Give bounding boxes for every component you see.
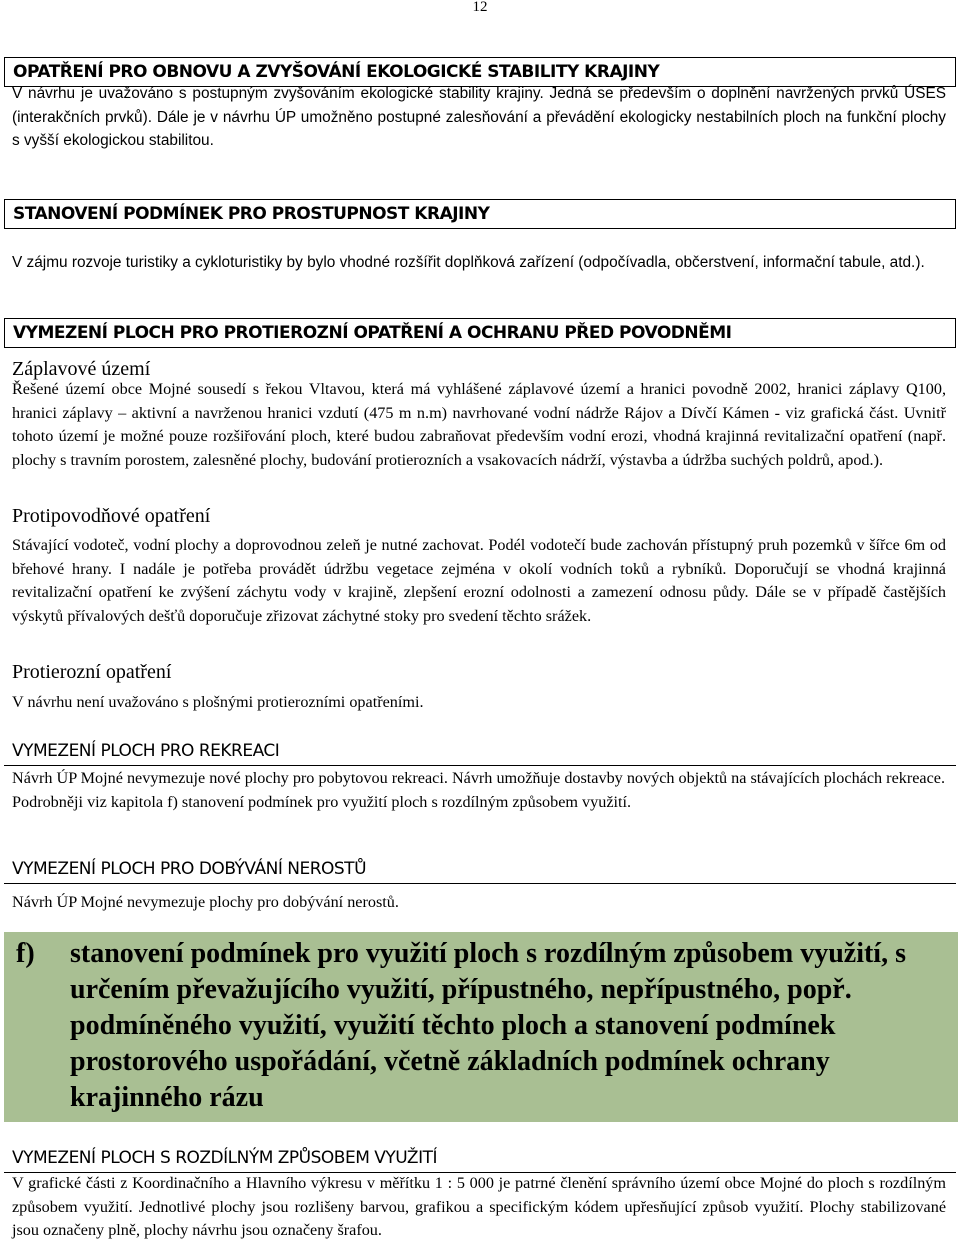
- section-heading-flood-protection: VYMEZENÍ PLOCH PRO PROTIEROZNÍ OPATŘENÍ A OCHRANU PŘED POVODNĚMI: [4, 318, 956, 348]
- paragraph-recreation: [12, 767, 946, 814]
- subheading-flood-measures: Protipovodňové opatření: [12, 505, 211, 527]
- paragraph-land-use-areas: [12, 1172, 946, 1243]
- page-number: 12: [472, 0, 488, 15]
- section-heading-recreation: VYMEZENÍ PLOCH PRO REKREACI: [4, 738, 956, 766]
- paragraph-landscape-permeability: [12, 251, 946, 275]
- subheading-flood-area: Záplavové území: [12, 358, 151, 380]
- paragraph-ecological-stability: [12, 82, 946, 153]
- paragraph-text: V návrhu je uvažováno s postupným zvyšováním ekologické stability krajiny. Jedná se především o doplnění navržených prvků ÚSES (interakčních prvků). Dále je v návrhu ÚP umožněno postupné zalesňování a převádění ekologicky nestabilních ploch na funkční plochy s vyšší ekologickou stabilitou.: [12, 85, 946, 150]
- section-heading-land-use-areas: VYMEZENÍ PLOCH S ROZDÍLNÝM ZPŮSOBEM VYUŽITÍ: [4, 1145, 956, 1173]
- chapter-f-banner: [4, 932, 958, 1122]
- section-heading-ecological-stability: OPATŘENÍ PRO OBNOVU A ZVYŠOVÁNÍ EKOLOGICKÉ STABILITY KRAJINY: [4, 57, 956, 87]
- chapter-title: stanovení podmínek pro využití ploch s rozdílným způsobem využití, s určením převažujícího využití, přípustného, nepřípustného, popř. podmíněného využití, využití těchto ploch a stanovení podmínek prostorového uspořádání, včetně základních podmínek ochrany krajinného rázu: [70, 938, 906, 1113]
- paragraph-text: V grafické části z Koordinačního a Hlavního výkresu v měřítku 1 : 5 000 je patrné členění správního území obce Mojné do ploch s rozdílným způsobem využití. Jednotlivé plochy jsou rozlišeny barvou, grafikou a specifickým kódem upřesňující způsob využití. Plochy stabilizované jsou označeny plně, plochy návrhu jsou označeny šrafou.: [12, 1174, 946, 1240]
- paragraph-text: Řešené území obce Mojné sousedí s řekou Vltavou, která má vyhlášené záplavové území a hranici povodně 2002, hranici záplavy Q100, hranici záplavy – aktivní a navrženou hranici vzdutí (475 m n.m) navrhované vodní nádrže Rájov a Dívčí Kámen - viz grafická část. Uvnitř tohoto území je možné pouze rozšiřování ploch, které budou zabraňovat především vodní erozi, vhodná krajinná revitalizační opatření (např. plochy s travním porostem, zalesněné plochy, budování protierozních a vsakovacích nádrží, výstavba a údržba suchých poldrů, apod.).: [12, 380, 946, 469]
- paragraph-flood-area: [12, 378, 946, 472]
- paragraph-text: Stávající vodoteč, vodní plochy a doprovodnou zeleň je nutné zachovat. Podél vodotečí bude zachován přístupný pruh pozemků v šířce 6m od břehové hrany. I nadále je potřeba provádět údržbu vegetace zejména v okolí vodních toků a rybníků. Doporučují se vhodná krajinná revitalizační opatření ke zvýšení záchytu vody v krajině, zlepšení erozní odolnosti a zamezení odnosu půdy. Dále se v případě častějších výskytů přívalových dešťů doporučuje zřizovat záchytné stoky pro svedení těchto srážek.: [12, 536, 946, 625]
- paragraph-flood-measures: [12, 534, 946, 628]
- section-heading-landscape-permeability: STANOVENÍ PODMÍNEK PRO PROSTUPNOST KRAJINY: [4, 199, 956, 229]
- paragraph-mining: [12, 891, 946, 915]
- paragraph-text: Návrh ÚP Mojné nevymezuje plochy pro dobývání nerostů.: [12, 893, 399, 911]
- chapter-letter: f): [16, 938, 35, 969]
- paragraph-text: V návrhu není uvažováno s plošnými protierozními opatřeními.: [12, 693, 424, 711]
- paragraph-text: V zájmu rozvoje turistiky a cykloturistiky by bylo vhodné rozšířit doplňková zařízení (odpočívadla, občerstvení, informační tabule, atd.).: [12, 254, 925, 271]
- subheading-erosion-measures: Protierozní opatření: [12, 661, 172, 683]
- section-heading-mining: VYMEZENÍ PLOCH PRO DOBÝVÁNÍ NEROSTŮ: [4, 856, 956, 884]
- paragraph-erosion-measures: [12, 691, 946, 715]
- paragraph-text: Návrh ÚP Mojné nevymezuje nové plochy pro pobytovou rekreaci. Návrh umožňuje dostavby nových objektů na stávajících plochách rekreace.: [12, 769, 946, 787]
- paragraph-text: Podrobněji viz kapitola f) stanovení podmínek pro využití ploch s rozdílným způsobem využití.: [12, 792, 632, 811]
